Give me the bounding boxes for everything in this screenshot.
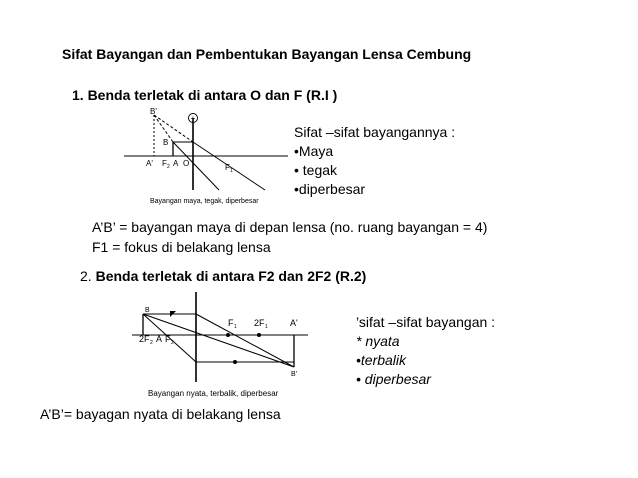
section2-properties — [356, 313, 495, 389]
diagram-label: 2 — [167, 164, 170, 170]
diagram-label: O — [183, 159, 190, 168]
diagram-label: F — [165, 334, 171, 344]
diagram-label: 1 — [234, 324, 237, 330]
diagram-label: A — [173, 159, 179, 168]
note-line: A’B’ = bayangan maya di depan lensa (no. ruang bayangan = 4) — [92, 219, 488, 235]
heading-number: 2. — [80, 268, 92, 284]
diagram-label: B — [163, 138, 169, 147]
property-item: •Maya — [294, 143, 334, 159]
diagram-label: 2 — [171, 340, 174, 346]
note-line: F1 = fokus di belakang lensa — [92, 239, 271, 255]
diagram-label: 2F — [254, 318, 265, 328]
diagram-label: B' — [150, 107, 157, 116]
diagram-label: + — [190, 114, 196, 123]
property-item: •terbalik — [356, 352, 407, 368]
diagram-label: F — [225, 163, 230, 172]
diagram-label: B' — [291, 371, 298, 378]
property-item: • diperbesar — [356, 371, 431, 387]
section2-diagram — [128, 288, 320, 400]
section1-heading: 1. Benda terletak di antara O dan F (R.I ) — [72, 87, 338, 103]
diagram-mark — [233, 360, 237, 364]
property-item: * nyata — [356, 333, 400, 349]
diagram-label: A' — [290, 318, 298, 328]
property-item: Sifat –sifat bayangannya : — [294, 124, 456, 140]
ray-through-center — [173, 142, 219, 190]
ray-through-focus — [196, 314, 294, 367]
diagram-mark — [257, 333, 261, 337]
diagram-label: F — [162, 159, 167, 168]
section1-diagram — [120, 104, 300, 208]
section2-heading — [80, 268, 366, 284]
diagram1-caption: Bayangan maya, tegak, diperbesar — [150, 198, 259, 205]
diagram-label: F — [228, 318, 234, 328]
diagram-label: 2F — [139, 334, 150, 344]
diagram-label: B — [145, 307, 150, 314]
diagram-mark — [226, 333, 230, 337]
diagram2-caption: Bayangan nyata, terbalik, diperbesar — [148, 389, 279, 398]
heading-text: Benda terletak di antara F2 dan 2F2 (R.2) — [95, 268, 367, 284]
diagram-label: A — [156, 334, 163, 344]
section2-note: A’B’= bayagan nyata di belakang lensa — [40, 406, 281, 422]
section1-notes — [92, 217, 487, 257]
section1-properties — [294, 123, 455, 199]
page-title: Sifat Bayangan dan Pembentukan Bayangan Lensa Cembung — [62, 46, 472, 62]
property-item: ’sifat –sifat bayangan : — [356, 314, 496, 330]
diagram-label: 2 — [150, 340, 153, 346]
diagram-label: 1 — [230, 168, 233, 174]
property-item: • tegak — [294, 162, 338, 178]
property-item: •diperbesar — [294, 181, 366, 197]
diagram-label: A' — [146, 159, 153, 168]
diagram-label: 1 — [265, 324, 268, 330]
ray-extension-1 — [154, 115, 193, 142]
